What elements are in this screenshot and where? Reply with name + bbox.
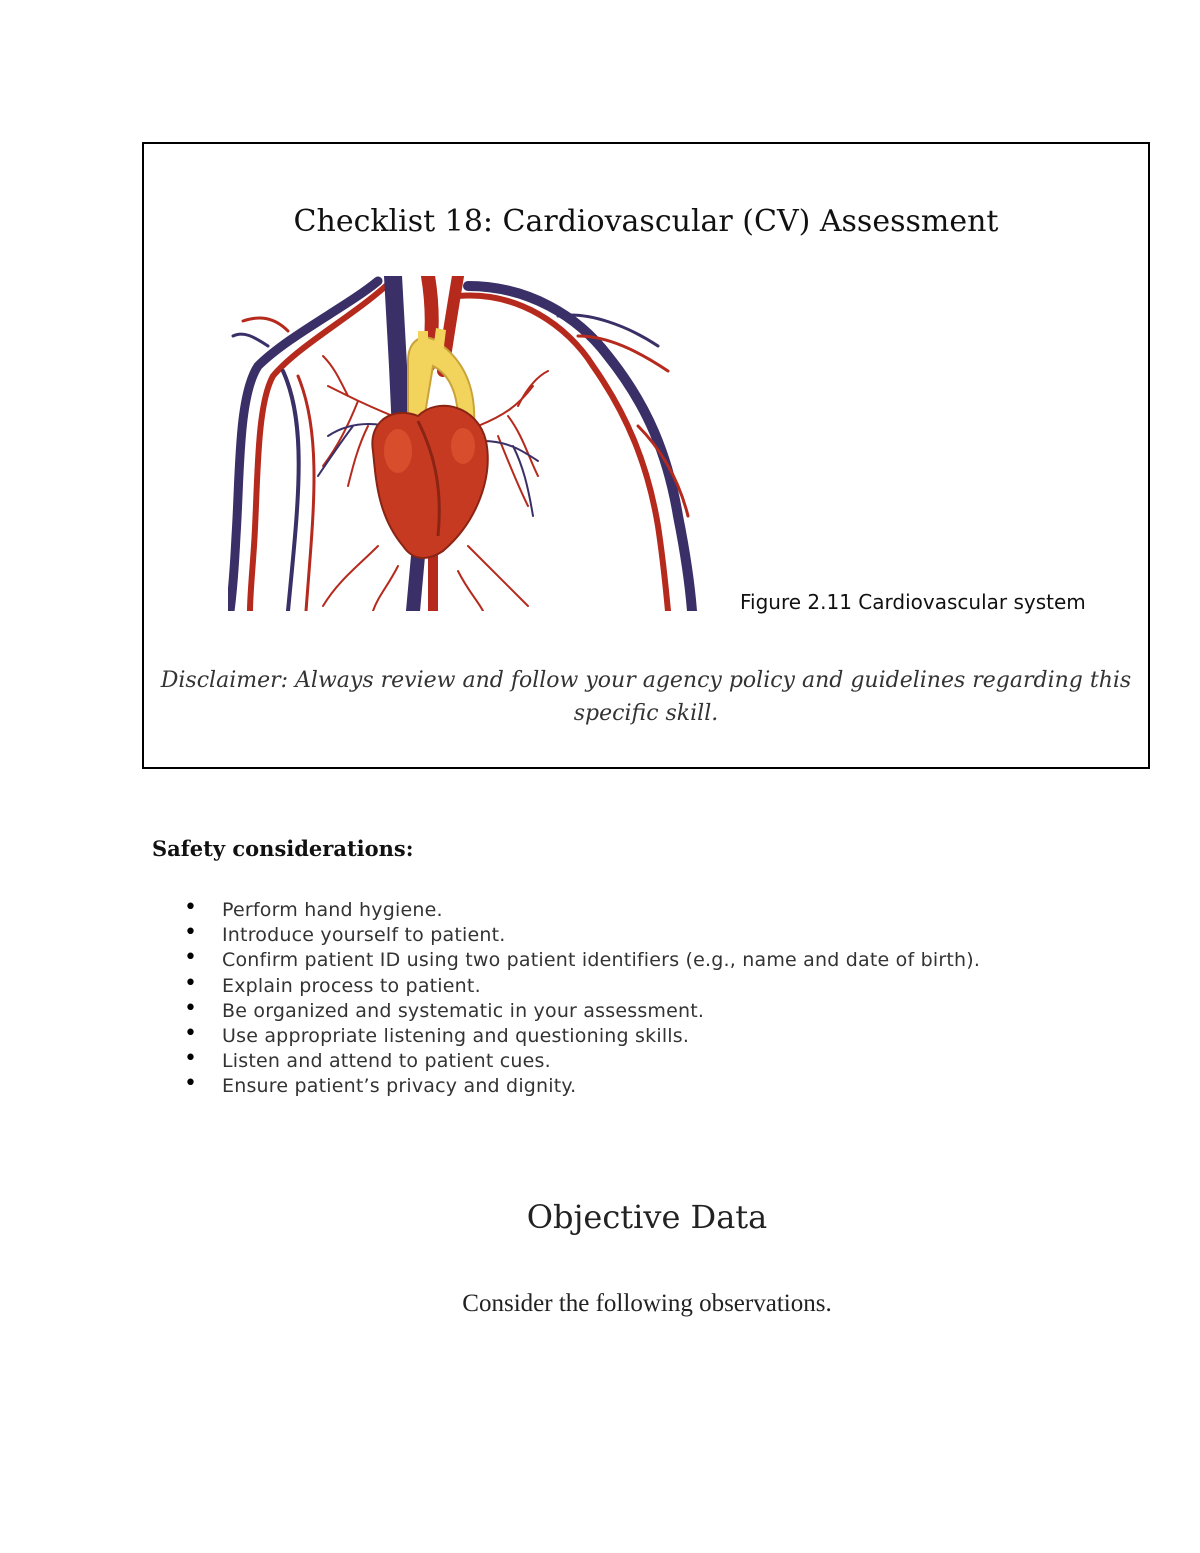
objective-data-heading: Objective Data <box>526 1198 768 1236</box>
list-item <box>184 995 980 1024</box>
safety-heading: Safety considerations: <box>152 836 414 861</box>
list-item-text: Be organized and systematic in your assessment. <box>222 999 705 1022</box>
bullet-icon: • <box>184 945 198 971</box>
figure-caption: Figure 2.11 Cardiovascular system <box>740 590 1086 614</box>
list-item <box>184 1046 980 1074</box>
checklist-header-box <box>142 142 1150 769</box>
page-title: Checklist 18: Cardiovascular (CV) Assessment <box>293 204 999 239</box>
bullet-icon: • <box>184 920 198 946</box>
list-item <box>184 970 980 999</box>
bullet-icon: • <box>184 970 198 996</box>
bullet-icon: • <box>184 1021 198 1047</box>
objective-data-subheading: Consider the following observations. <box>462 1290 832 1317</box>
list-item-text: Ensure patient’s privacy and dignity. <box>222 1075 577 1098</box>
list-item-text: Introduce yourself to patient. <box>222 924 506 947</box>
list-item <box>184 1071 980 1099</box>
list-item <box>184 920 980 948</box>
bullet-icon: • <box>184 1046 198 1072</box>
safety-list <box>184 895 981 1100</box>
list-item <box>184 895 980 923</box>
list-item <box>184 945 981 973</box>
bullet-icon: • <box>184 1071 198 1097</box>
heart-illustration-icon <box>228 276 698 611</box>
list-item <box>184 1021 980 1049</box>
list-item-text: Listen and attend to patient cues. <box>222 1050 551 1073</box>
disclaimer-text: Disclaimer: Always review and follow your agency policy and guidelines regarding this specific skill. <box>160 668 1132 726</box>
list-item-text: Explain process to patient. <box>222 974 481 997</box>
list-item-text: Confirm patient ID using two patient identifiers (e.g., name and date of birth). <box>222 949 981 972</box>
list-item-text: Use appropriate listening and questioning skills. <box>222 1025 690 1048</box>
bullet-icon: • <box>184 995 198 1021</box>
list-item-text: Perform hand hygiene. <box>222 899 443 921</box>
bullet-icon: • <box>184 895 198 920</box>
